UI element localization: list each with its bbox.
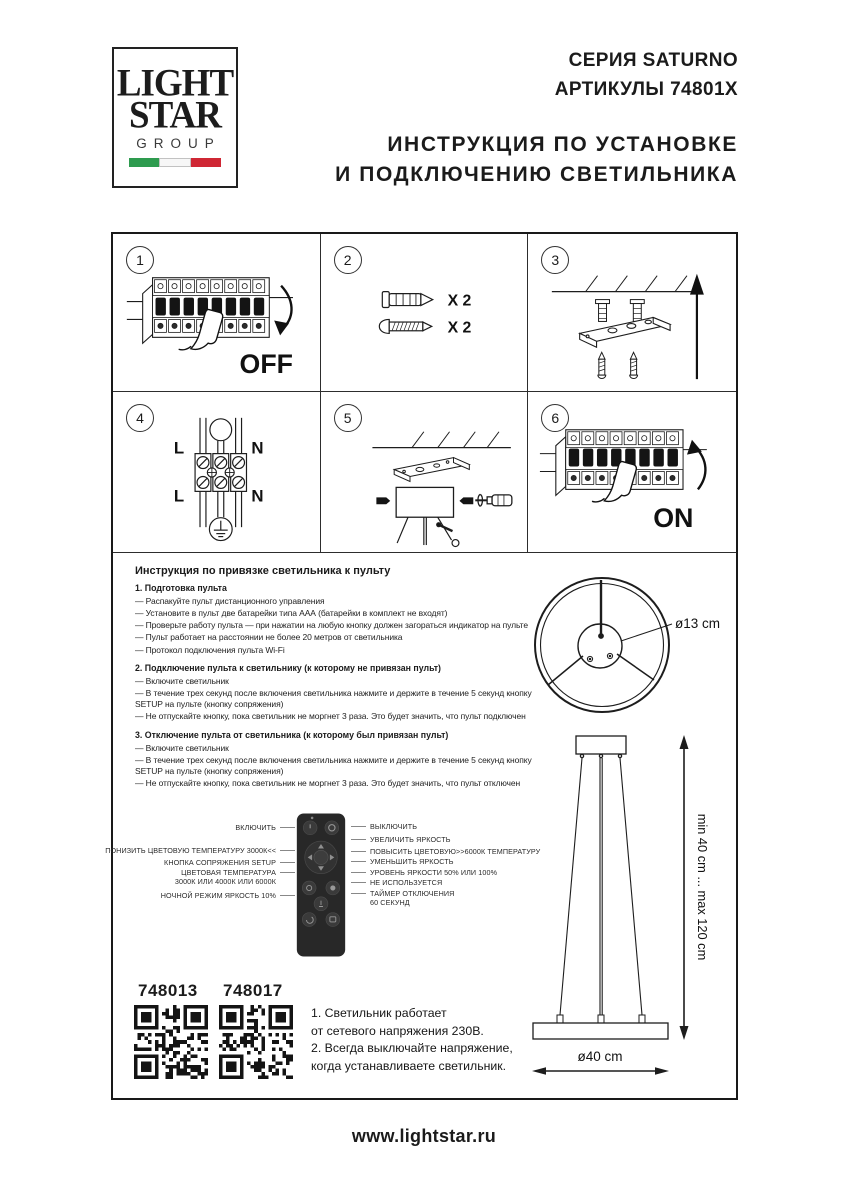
leader-line: [280, 872, 295, 873]
website-url: www.lightstar.ru: [351, 1126, 497, 1146]
logo-group-text: GROUP: [136, 135, 221, 151]
pairing-title: Инструкция по привязке светильника к пульту: [135, 565, 391, 577]
note-line: 2. Всегда выключайте напряжение,: [311, 1041, 513, 1056]
leader-line: [280, 827, 295, 828]
instruction-line: — Не отпускайте кнопку, пока светильник не моргнет 3 раза. Это будет значить, что пульт подключен: [135, 711, 526, 722]
step-number-1: 1: [126, 246, 154, 274]
night-mode-button: [302, 913, 316, 927]
safety-notes: [311, 1005, 526, 1075]
leader-line: [351, 826, 366, 827]
note-line: 1. Светильник работает: [311, 1006, 447, 1020]
pairing-section-2: [135, 663, 537, 722]
setup-button: [314, 850, 328, 864]
step-panel-6: [528, 392, 736, 553]
turn-on-arrow-icon: [687, 440, 705, 490]
remote-label-increase-brightness: УВЕЛИЧИТЬ ЯРКОСТЬ: [351, 835, 451, 844]
ceiling-line: [372, 432, 510, 448]
remote-label-raise-color-temp: ПОВЫСИТЬ ЦВЕТОВУЮ>>6000К ТЕМПЕРАТУРУ: [351, 847, 540, 856]
leader-line: [351, 893, 366, 894]
up-arrow-icon: [690, 274, 704, 379]
wall-plug-icons: [596, 300, 645, 322]
remote-label-brightness-level: УРОВЕНЬ ЯРКОСТИ 50% ИЛИ 100%: [351, 868, 497, 877]
step-number-3: 3: [541, 246, 569, 274]
bolt-right-icon: [459, 497, 473, 504]
article-number-748013: 748013: [138, 981, 198, 1000]
remote-label-decrease-brightness: УМЕНЬШИТЬ ЯРКОСТЬ: [351, 857, 454, 866]
mounting-bracket-icon: [580, 317, 670, 347]
section-heading: 3. Отключение пульта от светильника (к которому был привязан пульт): [135, 730, 449, 741]
screw-icons: [598, 352, 638, 378]
screwdriver-icon: [475, 494, 512, 506]
width-dimension: [532, 1049, 669, 1075]
off-label: OFF: [239, 349, 293, 380]
remote-label-color-temp-values: 3000К ИЛИ 4000К ИЛИ 6000К: [174, 877, 276, 886]
leader-line: [280, 850, 295, 851]
instruction-line: — Распакуйте пульт дистанционного управления: [135, 595, 325, 606]
suspension-wires: [397, 517, 459, 546]
qr-code-748013: [134, 1005, 208, 1079]
step-panel-3: [528, 234, 736, 392]
italian-flag-stripe: [129, 158, 221, 167]
leader-line: [351, 882, 366, 883]
remote-label-timer-value: 60 СЕКУНД: [370, 898, 410, 907]
pairing-instructions: [135, 565, 537, 797]
ceiling-line: [552, 276, 695, 292]
timer-button: [326, 913, 340, 927]
screw-icon: [379, 319, 431, 333]
instruction-line: — В течение трех секунд после включения светильника нажмите и держите в течение 5 секунд кнопку SETUP на пульте (кнопку сопряжения): [135, 754, 532, 776]
instruction-line: — Пульт работает на расстоянии не более 20 метров от светильника: [135, 632, 403, 643]
instruction-frame: [105, 232, 738, 1100]
remote-label-lower-color-temp: ПОНИЗИТЬ ЦВЕТОВУЮ ТЕМПЕРАТУРУ 3000К<<: [105, 846, 295, 855]
height-range-label: min 40 cm ... max 120 cm: [695, 813, 710, 961]
color-temperature-button: [302, 881, 316, 895]
logo-star-text: STAR: [129, 93, 221, 137]
instruction-line: — Включите светильник: [135, 675, 229, 686]
instruction-line: — Включите светильник: [135, 742, 229, 753]
instruction-line: — Установите в пульт две батарейки типа ААА (батарейки в комплект не входят): [135, 607, 448, 618]
remote-label-off: ВЫКЛЮЧИТЬ: [351, 822, 417, 831]
step-number-6: 6: [541, 404, 569, 432]
step-number-2: 2: [334, 246, 362, 274]
info-section: [105, 553, 736, 1098]
terminal-label-n-top: N: [251, 438, 264, 458]
pairing-section-1: [135, 583, 537, 655]
power-off-button: [325, 821, 339, 835]
step-panel-4: [113, 392, 321, 553]
document-header: [335, 46, 738, 191]
section-heading: 1. Подготовка пульта: [135, 583, 227, 593]
remote-label-setup: КНОПКА СОПРЯЖЕНИЯ SETUP: [164, 858, 295, 867]
leader-line: [351, 872, 366, 873]
leader-line: [280, 895, 295, 896]
articles-title: АРТИКУЛЫ 74801X: [554, 79, 738, 101]
terminal-label-l-top: L: [173, 438, 185, 458]
plug-count-label: X 2: [447, 292, 471, 310]
instruction-line: — Не отпускайте кнопку, пока светильник не моргнет 3 раза. Это будет значить, что пульт отключен: [135, 777, 521, 788]
on-label: ON: [653, 503, 694, 534]
terminal-label-l-bottom: L: [173, 486, 185, 506]
remote-label-color-temp: ЦВЕТОВАЯ ТЕМПЕРАТУРА: [181, 868, 295, 877]
step-panel-2: [321, 234, 529, 392]
turn-off-arrow-icon: [274, 286, 291, 336]
height-dimension: [680, 735, 711, 1040]
step-panel-5: [321, 392, 529, 553]
lamp-top-view-diagram: [522, 566, 727, 738]
ring-diameter-label: ø40 cm: [577, 1049, 623, 1064]
leader-line: [351, 861, 366, 862]
instruction-line: — Протокол подключения пульта Wi-Fi: [135, 644, 285, 655]
remote-control-icon: [295, 812, 347, 958]
note-line: когда устанавливаете светильник.: [311, 1058, 507, 1073]
remote-control-diagram: [105, 810, 541, 962]
step-panel-1: [113, 234, 321, 392]
article-number-748017: 748017: [223, 981, 283, 1000]
terminal-block-icon: [195, 454, 246, 492]
remote-label-not-used: НЕ ИСПОЛЬЗУЕТСЯ: [351, 878, 442, 887]
note-line: от сетевого напряжения 230В.: [311, 1023, 484, 1038]
pairing-section-3: [135, 730, 537, 789]
ground-symbol-icon: [209, 518, 232, 541]
remote-led: [311, 817, 314, 820]
page-title: ИНСТРУКЦИЯ ПО УСТАНОВКЕ И ПОДКЛЮЧЕНИЮ СВЕТИЛЬНИКА: [335, 132, 738, 187]
logo-light-text: LIGHT: [116, 62, 234, 106]
screw-count-label: X 2: [447, 319, 471, 337]
leader-line: [351, 851, 366, 852]
leader-line: [351, 839, 366, 840]
remote-label-night-mode: НОЧНОЙ РЕЖИМ ЯРКОСТЬ 10%: [161, 891, 295, 900]
terminal-label-n-bottom: N: [251, 486, 264, 506]
lamp-side-view-diagram: [524, 729, 736, 1087]
canopy-icon: [396, 487, 453, 517]
bolt-left-icon: [376, 497, 390, 504]
canopy-diameter-label: ø13 cm: [675, 616, 721, 631]
instruction-line: — Проверьте работу пульта — при нажатии на любую кнопку должен загораться индикатор на пульте: [135, 620, 528, 631]
remote-label-on: ВКЛЮЧИТЬ: [235, 823, 295, 832]
wall-plug-icon: [382, 292, 432, 308]
step-number-5: 5: [334, 404, 362, 432]
step-number-4: 4: [126, 404, 154, 432]
qr-code-748017: [219, 1005, 293, 1079]
mounting-bracket-icon: [394, 458, 469, 482]
section-heading: 2. Подключение пульта к светильнику (к которому не привязан пульт): [135, 663, 441, 674]
instruction-line: — В течение трех секунд после включения светильника нажмите и держите в течение 5 секунд кнопку SETUP на пульте (кнопку сопряжения): [135, 688, 532, 709]
installation-steps-grid: [113, 234, 736, 553]
lightstar-logo: [112, 47, 238, 188]
leader-line: [280, 862, 295, 863]
series-title: СЕРИЯ SATURNO: [568, 50, 738, 71]
remote-label-timer: ТАЙМЕР ОТКЛЮЧЕНИЯ: [351, 889, 454, 898]
